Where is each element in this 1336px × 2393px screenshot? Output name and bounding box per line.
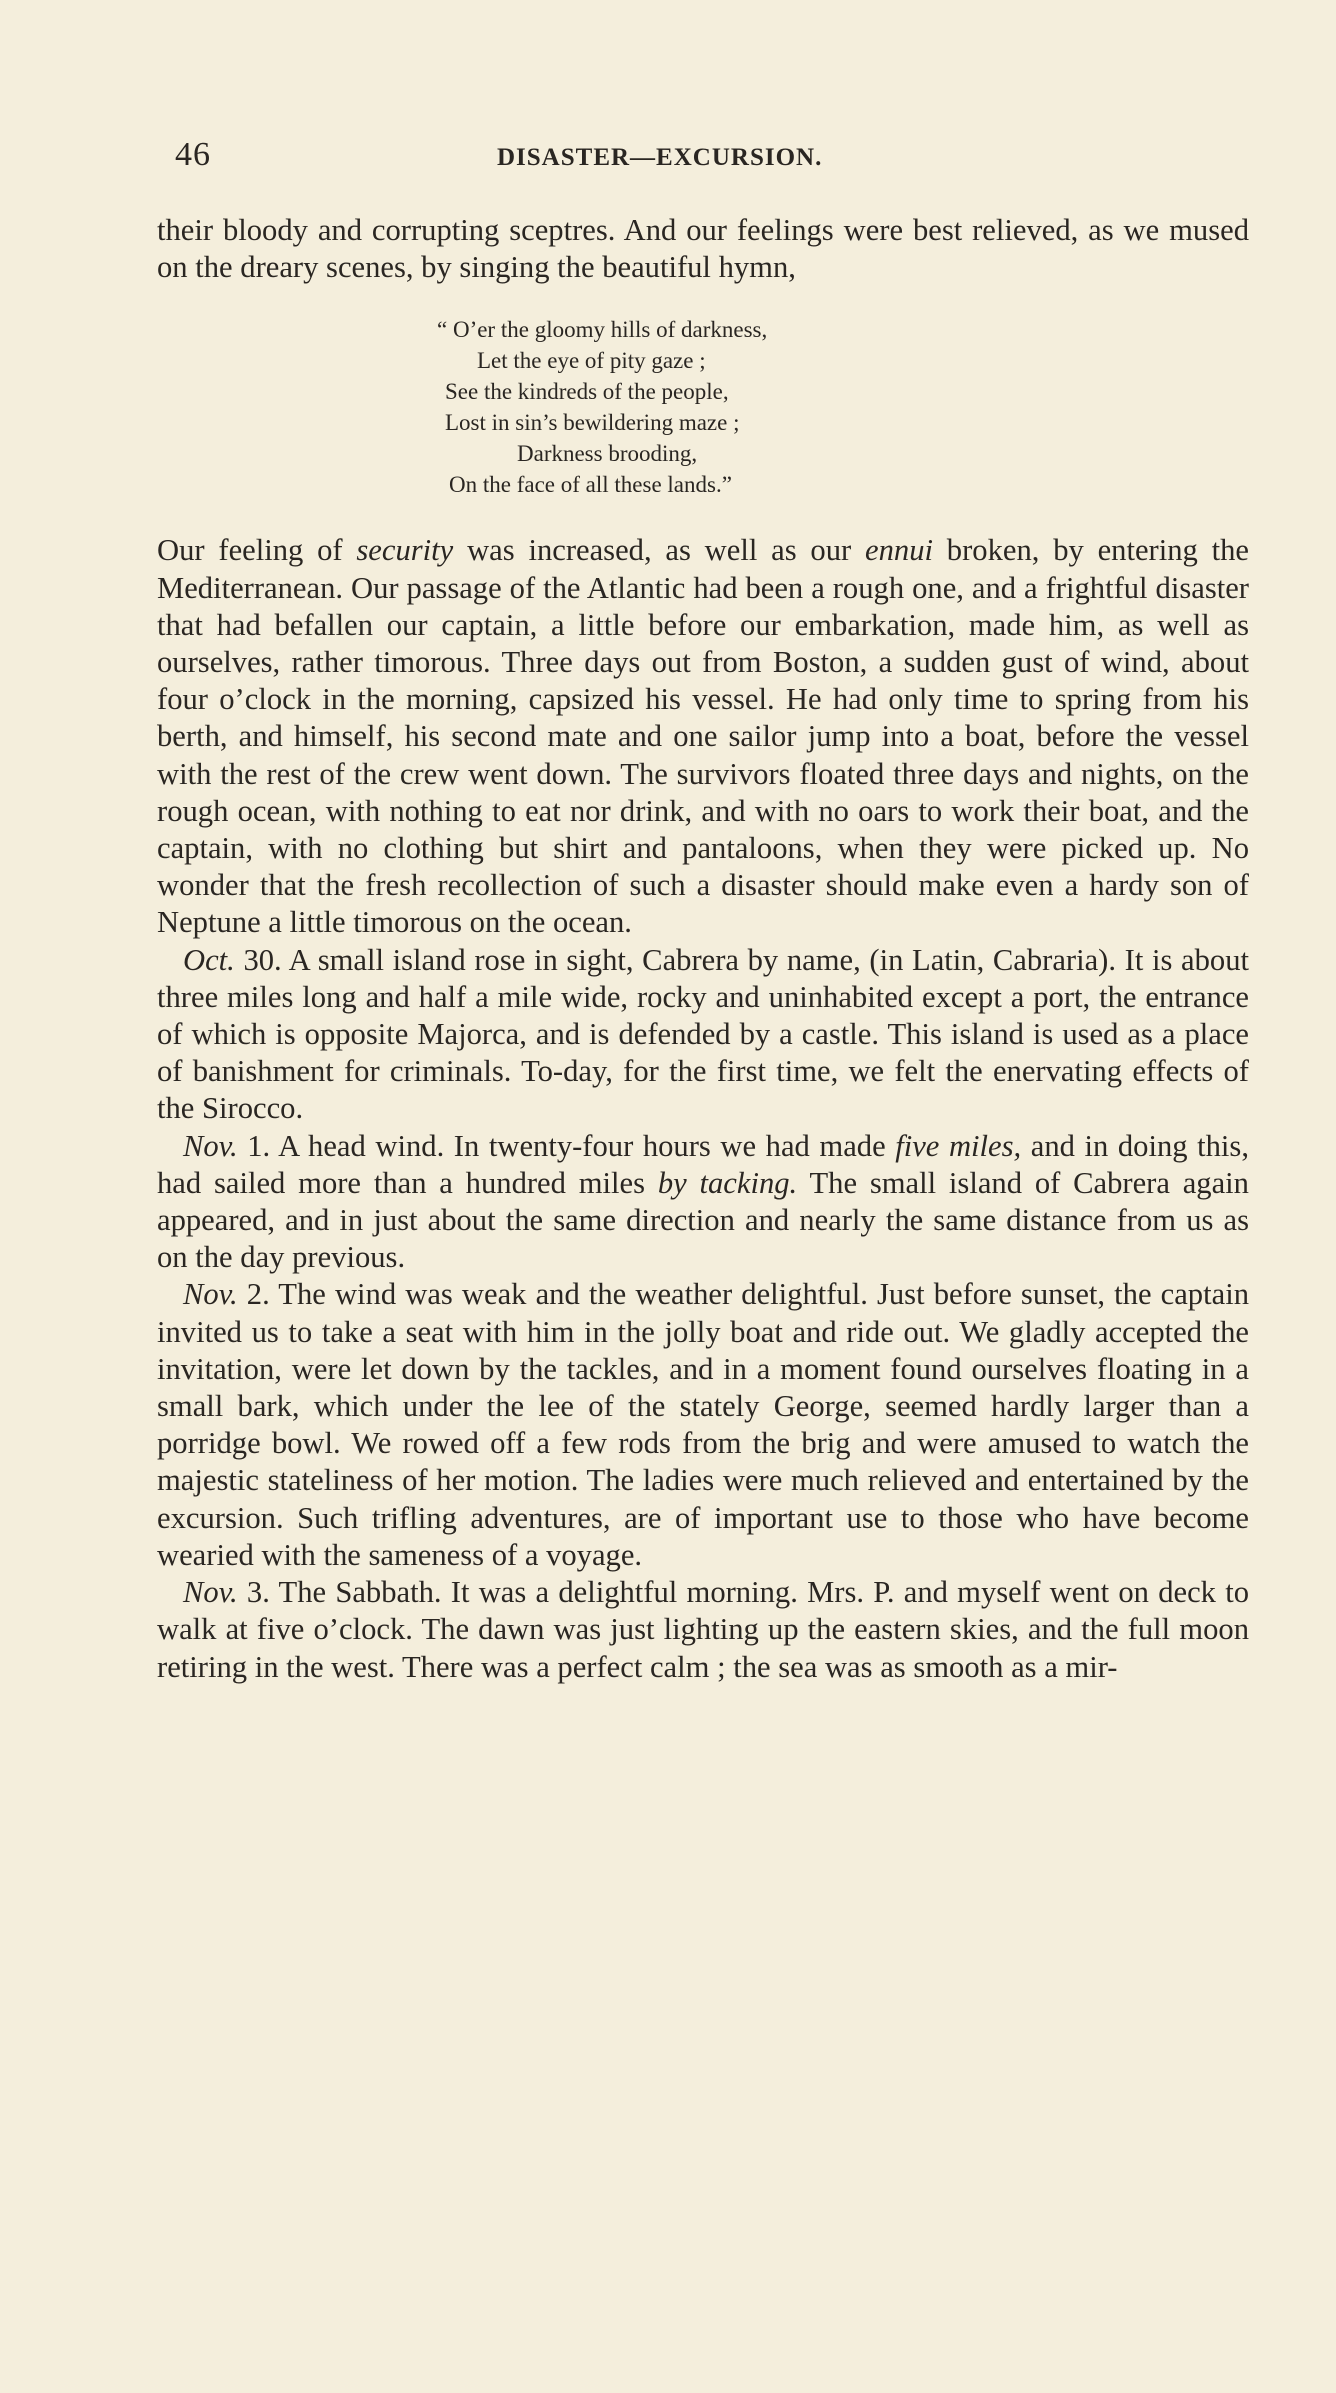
date-label: Oct. — [183, 942, 235, 977]
body-text — [157, 212, 1249, 1686]
date-label: Nov. — [183, 1575, 238, 1610]
paragraph-hymn-intro: their bloody and corrupting sceptres. And our feelings were best relieved, as we mused on the dreary scenes, by singing the beautiful hymn, — [157, 213, 1249, 285]
page-number: 46 — [175, 136, 211, 173]
date-label: Nov. — [183, 1277, 238, 1312]
paragraph-disaster: Our feeling of security was increased, as well as our ennui broken, by entering the Mediterranean. Our passage of the Atlantic had been a rough one, and a frightful disaster that had befallen our captain, a little before our embarkation, made him, as well as ourselves, rather timorous. Three days out from Boston, a sudden gust of wind, about four o’clock in the morning, capsized his vessel. He had only time to spring from his berth, and himself, his second mate and one sailor jump into a boat, before the vessel with the rest of the crew went down. The survivors floated three days and nights, on the rough ocean, with nothing to eat nor drink, and with no oars to work their boat, and the captain, with no clothing but shirt and pantaloons, when they were picked up. No wonder that the fresh recollection of such a disaster should make even a hardy son of Neptune a little timorous on the ocean. — [157, 533, 1250, 940]
page-header — [175, 136, 1255, 176]
date-label: Nov. — [183, 1128, 238, 1163]
hymn-line: Darkness brooding, — [517, 441, 698, 467]
paragraph-nov-2: Nov. 2. The wind was weak and the weather delightful. Just before sunset, the captain invited us to take a seat with him in the jolly boat and ride out. We gladly accepted the invitation, were let down by the tackles, and in a moment found ourselves floating in a small bark, which under the lee of the stately George, seemed hardly larger than a porridge bowl. We rowed off a few rods from the brig and were amused to watch the majestic stateliness of her motion. The ladies were much relieved and entertained by the excursion. Such trifling adventures, are of important use to those who have become wearied with the sameness of a voyage. — [157, 1277, 1249, 1572]
paragraph-nov-1: Nov. 1. A head wind. In twenty-four hours we had made five miles, and in doing this, had sailed more than a hundred miles by tacking. The small island of Cabrera again appeared, and in just about the same direction and nearly the same distance from us as on the day previous. — [157, 1128, 1249, 1275]
hymn-line: “ O’er the gloomy hills of darkness, — [437, 317, 768, 343]
running-head: DISASTER—EXCURSION. — [497, 144, 823, 171]
hymn-quote — [437, 314, 1249, 500]
hymn-line: Let the eye of pity gaze ; — [477, 348, 706, 374]
hymn-line: On the face of all these lands.” — [449, 472, 732, 498]
paragraph-oct-30: Oct. 30. A small island rose in sight, Cabrera by name, (in Latin, Cabraria). It is about three miles long and half a mile wide, rocky and uninhabited except a port, the entrance of which is opposite Majorca, and is defended by a castle. This island is used as a place of banishment for criminals. To-day, for the first time, we felt the enervating effects of the Sirocco. — [157, 942, 1249, 1126]
paragraph-nov-3: Nov. 3. The Sabbath. It was a delightful morning. Mrs. P. and myself went on deck to walk at five o’clock. The dawn was just lighting up the eastern skies, and the full moon retiring in the west. There was a perfect calm ; the sea was as smooth as a mir- — [157, 1575, 1249, 1684]
hymn-line: Lost in sin’s bewildering maze ; — [445, 410, 740, 436]
hymn-line: See the kindreds of the people, — [445, 379, 729, 405]
